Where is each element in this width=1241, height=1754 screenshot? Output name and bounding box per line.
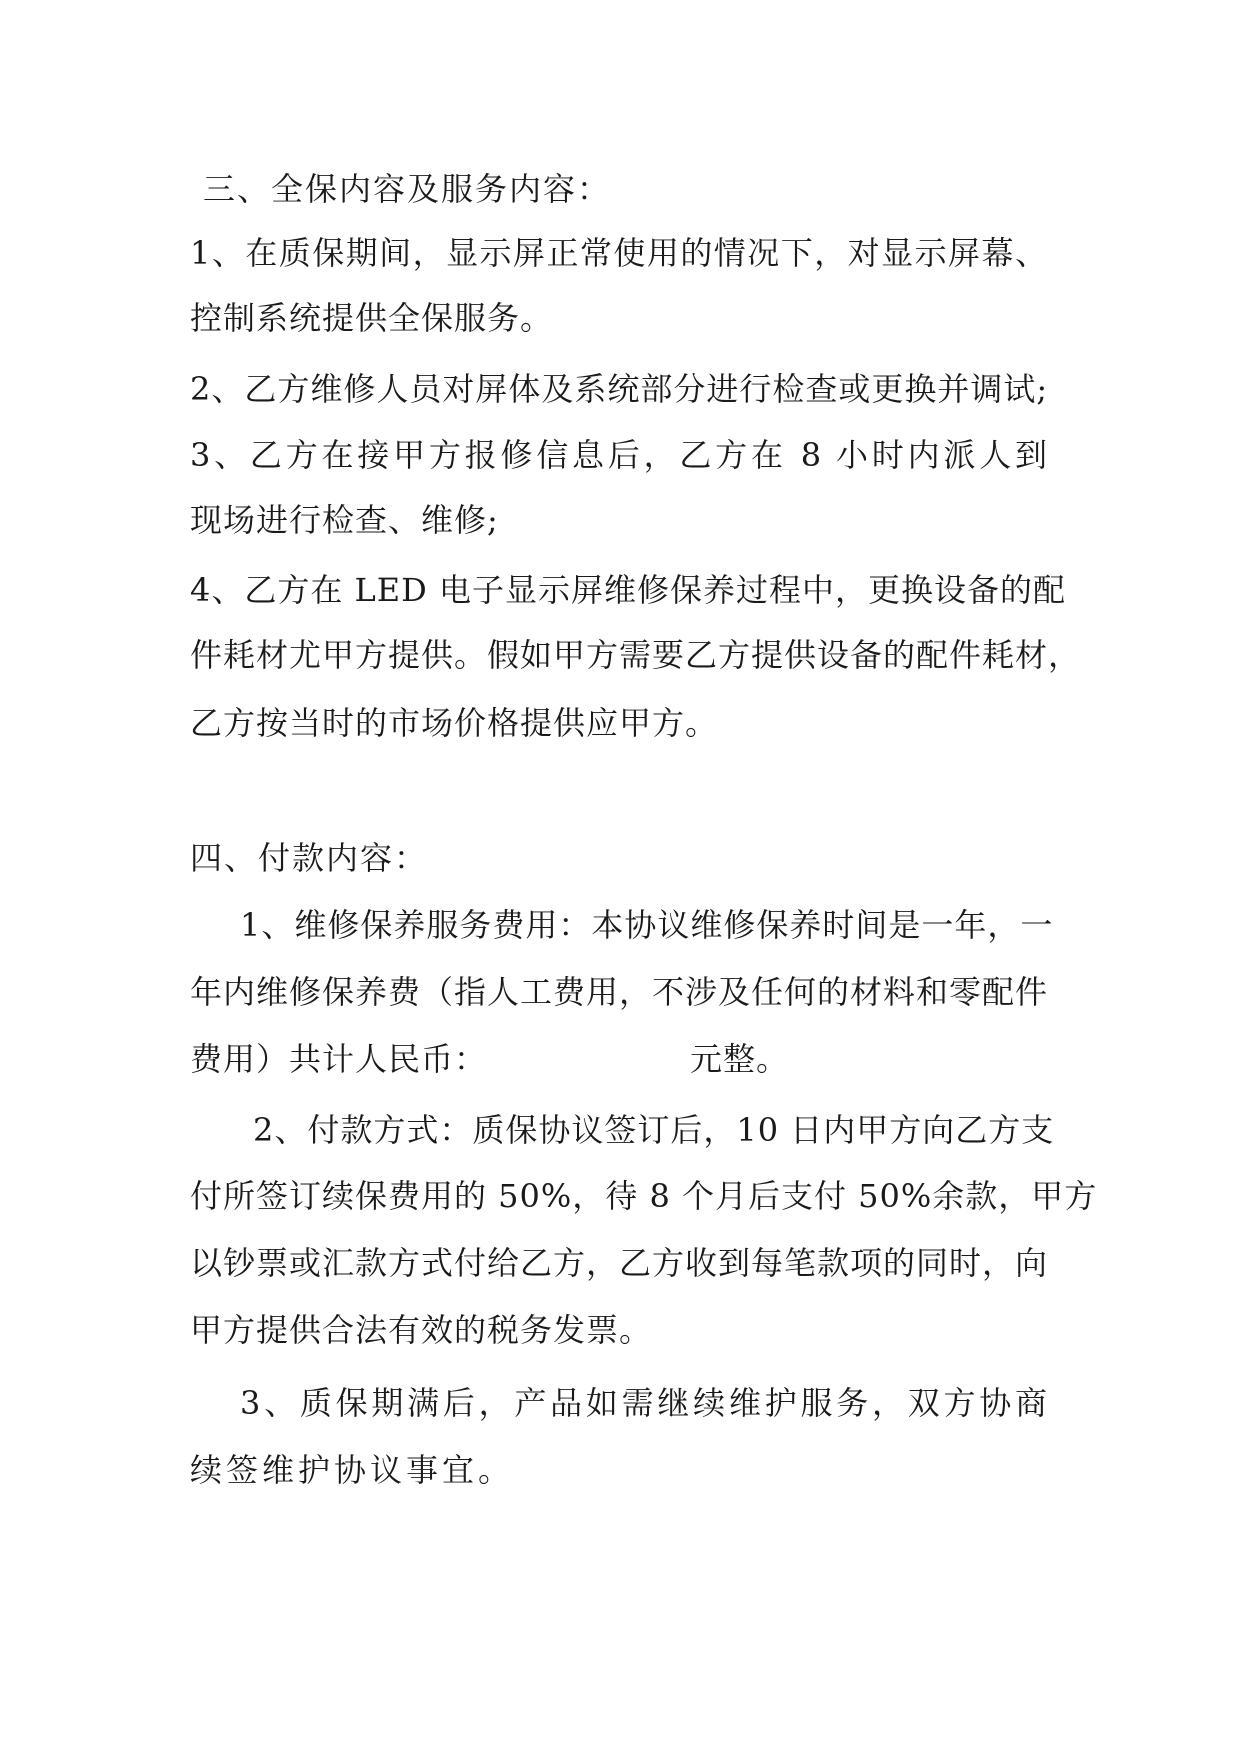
section-4-line-2: 年内维修保养费（指人工费用，不涉及任何的材料和零配件 — [190, 973, 1049, 1011]
section-4-line-4: 2、付款方式：质保协议签订后，10 日内甲方向乙方支 — [253, 1111, 1055, 1149]
section-3-heading: 三、全保内容及服务内容： — [203, 170, 612, 208]
section-3-line-3: 2、乙方维修人员对屏体及系统部分进行检查或更换并调试; — [190, 370, 1049, 408]
section-4-line-1: 1、维修保养服务费用：本协议维修保养时间是一年，一 — [240, 906, 1054, 944]
section-3-line-4: 3、乙方在接甲方报修信息后，乙方在 8 小时内派人到 — [190, 436, 1048, 474]
section-3-line-8: 乙方按当时的市场价格提供应甲方。 — [190, 704, 719, 742]
section-4-amount-suffix: 元整。 — [690, 1040, 790, 1078]
section-4-line-3: 费用）共计人民币： — [190, 1040, 488, 1078]
section-3-line-6: 4、乙方在 LED 电子显示屏维修保养过程中，更换设备的配 — [190, 571, 1066, 609]
section-3-line-5: 现场进行检查、维修; — [190, 501, 499, 539]
section-4-line-7: 甲方提供合法有效的税务发票。 — [190, 1311, 653, 1349]
section-4-line-8: 3、质保期满后，产品如需继续维护服务，双方协商 — [240, 1384, 1048, 1422]
section-3-line-7: 件耗材尤甲方提供。假如甲方需要乙方提供设备的配件耗材， — [190, 636, 1082, 674]
section-4-heading: 四、付款内容： — [190, 839, 429, 877]
section-4-line-9: 续签维护协议事宜。 — [190, 1451, 515, 1489]
section-3-line-1: 1、在质保期间，显示屏正常使用的情况下，对显示屏幕、 — [190, 234, 1048, 272]
section-3-line-2: 控制系统提供全保服务。 — [190, 299, 554, 337]
section-4-line-6: 以钞票或汇款方式付给乙方，乙方收到每笔款项的同时，向 — [190, 1244, 1049, 1282]
section-4-line-5: 付所签订续保费用的 50%，待 8 个月后支付 50%余款，甲方 — [190, 1177, 1098, 1215]
